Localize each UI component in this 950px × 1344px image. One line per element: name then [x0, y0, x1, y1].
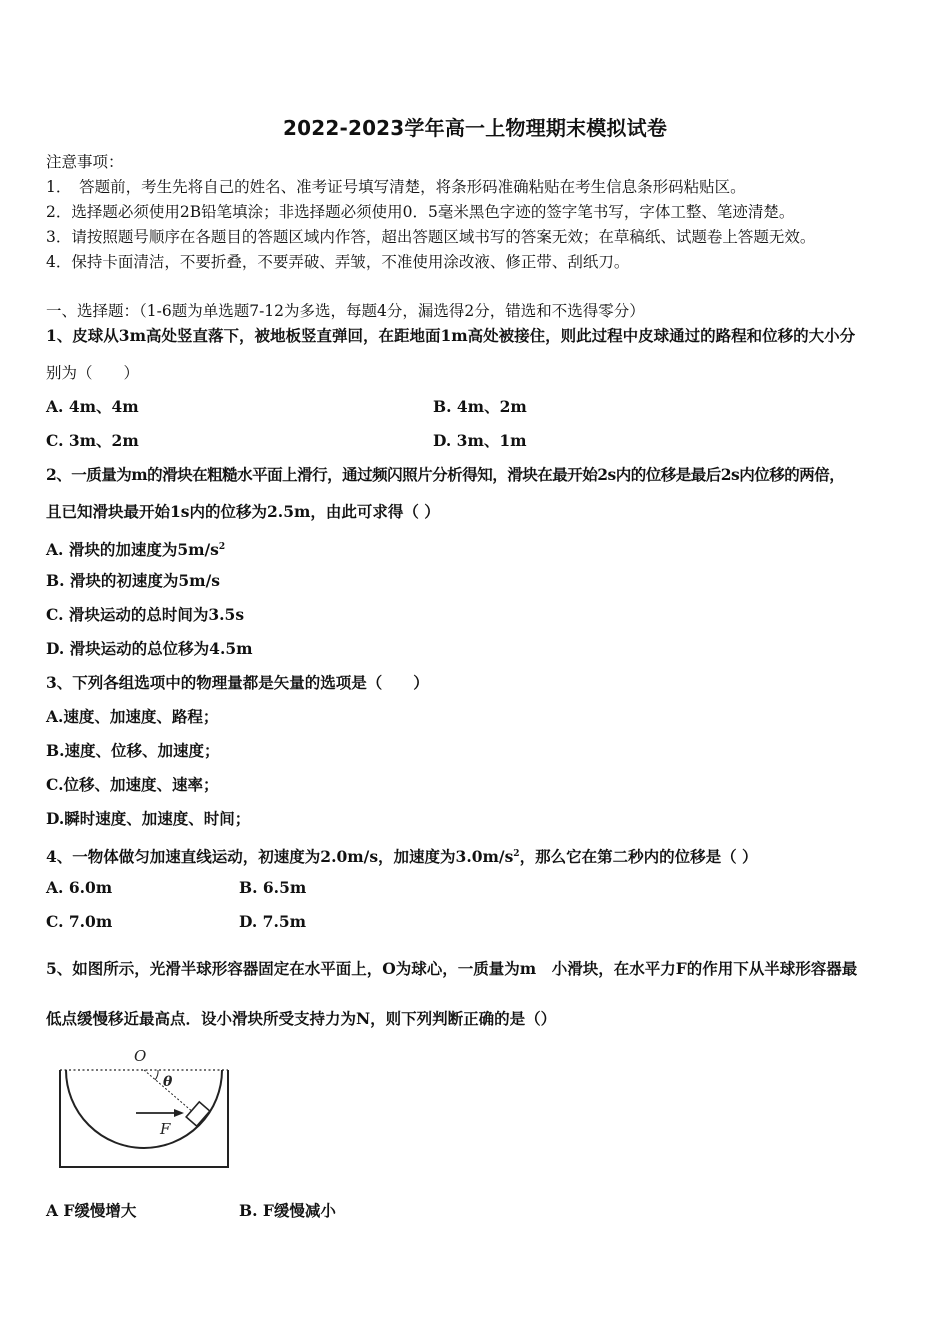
q4-stem — [46, 844, 757, 867]
q1-option-d: D. 3m、1m — [433, 431, 527, 450]
q4-stem-post: ，那么它在第二秒内的位移是（ ） — [519, 847, 758, 867]
notice-heading: 注意事项： — [46, 153, 124, 171]
q2-option-d: D. 滑块运动的总位移为4.5m — [46, 639, 253, 658]
q3-option-d: D.瞬时速度、加速度、时间； — [46, 809, 251, 828]
q2-option-a-text: A. 滑块的加速度为5m/s — [46, 540, 219, 560]
notice-item-4: 4．保持卡面清洁，不要折叠，不要弄破、弄皱，不准使用涂改液、修正带、刮纸刀。 — [46, 253, 630, 271]
hemisphere-container-figure — [56, 1043, 236, 1173]
q1-stem-line1: 1、皮球从3m高处竖直落下，被地板竖直弹回，在距地面1m高处被接住，则此过程中皮球通过的路程和位移的大小分 — [46, 326, 856, 345]
label-f: F — [160, 1120, 171, 1138]
q2-stem-line1: 2、一质量为m的滑块在粗糙水平面上滑行，通过频闪照片分析得知，滑块在最开始2s内的位移是最后2s内位移的两倍， — [46, 465, 845, 484]
small-block — [186, 1102, 210, 1126]
q4-option-b: B. 6.5m — [239, 878, 307, 897]
q4-stem-exponent: 2 — [513, 849, 520, 859]
notice-item-2: 2．选择题必须使用2B铅笔填涂；非选择题必须使用0．5毫米黑色字迹的签字笔书写，字体工整、笔迹清楚。 — [46, 203, 795, 221]
q1-option-a: A. 4m、4m — [46, 397, 139, 416]
force-arrow-head — [174, 1109, 184, 1117]
q4-option-c: C. 7.0m — [46, 912, 113, 931]
q3-option-b: B.速度、位移、加速度； — [46, 741, 220, 760]
q1-option-b: B. 4m、2m — [433, 397, 527, 416]
q2-stem-line2: 且已知滑块最开始1s内的位移为2.5m，由此可求得（ ） — [46, 502, 440, 521]
q1-option-c: C. 3m、2m — [46, 431, 139, 450]
q5-stem-line1: 5、如图所示，光滑半球形容器固定在水平面上，O为球心，一质量为m 小滑块，在水平力F的作用下从半球形容器最 — [46, 959, 858, 978]
section-heading: 一、选择题：（1-6题为单选题7-12为多选，每题4分，漏选得2分，错选和不选得零分） — [46, 302, 645, 320]
q4-option-d: D. 7.5m — [239, 912, 307, 931]
label-o: O — [134, 1047, 147, 1065]
notice-item-3: 3．请按照题号顺序在各题目的答题区域内作答，超出答题区域书写的答案无效；在草稿纸、试题卷上答题无效。 — [46, 228, 816, 246]
page-title: 2022-2023学年高一上物理期末模拟试卷 — [282, 116, 668, 140]
q3-stem: 3、下列各组选项中的物理量都是矢量的选项是（ ） — [46, 673, 429, 692]
notice-item-1: 1． 答题前，考生先将自己的姓名、准考证号填写清楚，将条形码准确粘贴在考生信息条形码粘贴区。 — [46, 178, 746, 196]
q5-option-a: A F缓慢增大 — [46, 1201, 137, 1220]
q3-option-c: C.位移、加速度、速率； — [46, 775, 219, 794]
q5-stem-line2: 低点缓慢移近最高点．设小滑块所受支持力为N，则下列判断正确的是（） — [46, 1009, 557, 1028]
q2-option-a-exponent: 2 — [218, 542, 226, 552]
q1-stem-line2: 别为（ ） — [46, 364, 140, 382]
q3-option-a: A.速度、加速度、路程； — [46, 707, 219, 726]
q4-stem-pre: 4、一物体做匀加速直线运动，初速度为2.0m/s，加速度为3.0m/s — [46, 847, 514, 867]
q2-option-b: B. 滑块的初速度为5m/s — [46, 571, 220, 590]
q4-option-a: A. 6.0m — [46, 878, 113, 897]
q2-option-a — [46, 537, 225, 560]
q2-option-c: C. 滑块运动的总时间为3.5s — [46, 605, 245, 624]
theta-arc — [155, 1070, 158, 1080]
label-theta: θ — [163, 1074, 173, 1090]
q5-option-b: B. F缓慢减小 — [239, 1201, 336, 1220]
